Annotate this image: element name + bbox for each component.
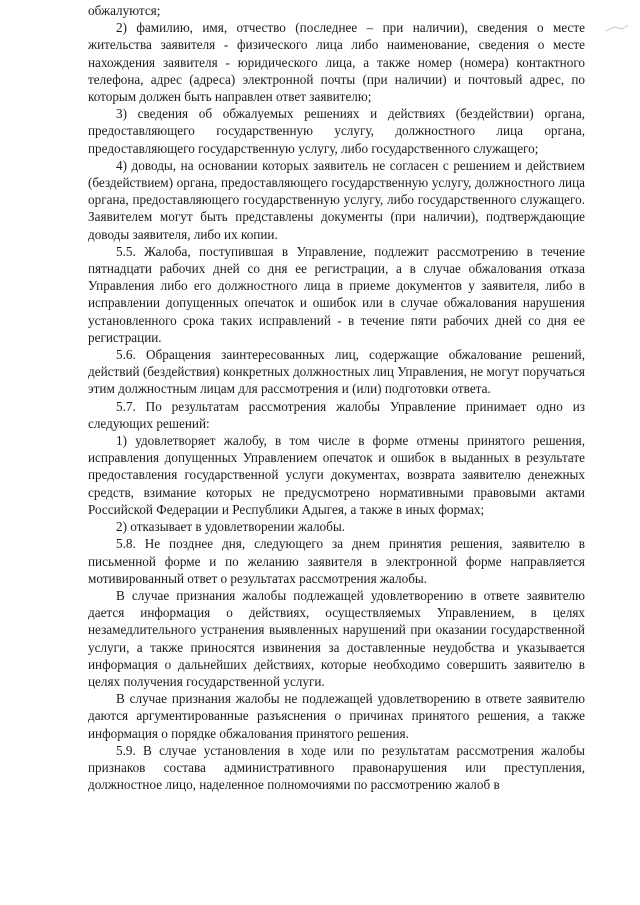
paragraph-item-4: 4) доводы, на основании которых заявитель не согласен с решением и действием (бездействием) органа, предоставляющего государственную услугу, должностного лица органа, предоставляющего государственную услугу, либо государственного служащего. Заявителем могут быть представлены документы (при наличии), подтверждающие доводы заявителя, либо их копии. — [88, 157, 585, 242]
paragraph-5-6: 5.6. Обращения заинтересованных лиц, содержащие обжалование решений, действий (бездействия) конкретных должностных лиц Управления, не могут поручаться этим должностным лицам для рассмотрения и (или) подготовки ответа. — [88, 347, 585, 397]
document-body — [88, 2, 585, 793]
paragraph-item-3: 3) сведения об обжалуемых решениях и действиях (бездействии) органа, предоставляющего государственную услугу, должностного лица органа, предоставляющего государственную услугу, либо государственного служащего; — [88, 106, 585, 156]
paragraph-5-8: 5.8. Не позднее дня, следующего за днем принятия решения, заявителю в письменной форме и по желанию заявителя в электронной форме направляется мотивированный ответ о результатах рассмотрения жалобы. — [88, 536, 585, 586]
paragraph-5-8-satisfied: В случае признания жалобы подлежащей удовлетворению в ответе заявителю дается информация о действиях, осуществляемых Управлением, в целях незамедлительного устранения выявленных нарушений при оказании государственной услуги, а также приносятся извинения за доставленные неудобства и указывается информация о дальнейших действиях, которые необходимо совершить заявителю в целях получения государственной услуги. — [88, 587, 585, 689]
paragraph-5-5: 5.5. Жалоба, поступившая в Управление, подлежит рассмотрению в течение пятнадцати рабочих дней со дня ее регистрации, а в случае обжалования отказа Управления либо его должностного лица в приеме документов у заявителя, либо в исправлении допущенных опечаток и ошибок или в случае обжалования нарушения установленного срока таких исправлений - в течение пяти рабочих дней со дня ее регистрации. — [88, 243, 585, 345]
paragraph-5-7-item-1: 1) удовлетворяет жалобу, в том числе в форме отмены принятого решения, исправления допущенных Управлением опечаток и ошибок в выданных в результате предоставления государственной услуги документах, возврата заявителю денежных средств, взимание которых не предусмотрено нормативными правовыми актами Российской Федерации и Республики Адыгея, а также в иных формах; — [88, 433, 585, 517]
paragraph-continuation: обжалуются; — [88, 3, 161, 18]
paragraph-5-8-rejected: В случае признания жалобы не подлежащей удовлетворению в ответе заявителю даются аргументированные разъяснения о причинах принятого решения, а также информация о порядке обжалования принятого решения. — [88, 691, 585, 741]
scan-artifact-mark — [604, 22, 630, 34]
paragraph-5-7-item-2: 2) отказывает в удовлетворении жалобы. — [116, 519, 346, 535]
paragraph-item-2: 2) фамилию, имя, отчество (последнее – при наличии), сведения о месте жительства заявителя - физического лица либо наименование, сведения о месте нахождения заявителя - юридического лица, а также номер (номера) контактного телефона, адрес (адреса) электронной почты (при наличии) и почтовый адрес, по которым должен быть направлен ответ заявителю; — [88, 20, 585, 105]
paragraph-5-7: 5.7. По результатам рассмотрения жалобы Управление принимает одно из следующих решений: — [88, 398, 585, 431]
paragraph-5-9: 5.9. В случае установления в ходе или по результатам рассмотрения жалобы признаков состава административного правонарушения или преступления, должностное лицо, наделенное полномочиями по рассмотрению жалоб в — [88, 742, 585, 793]
